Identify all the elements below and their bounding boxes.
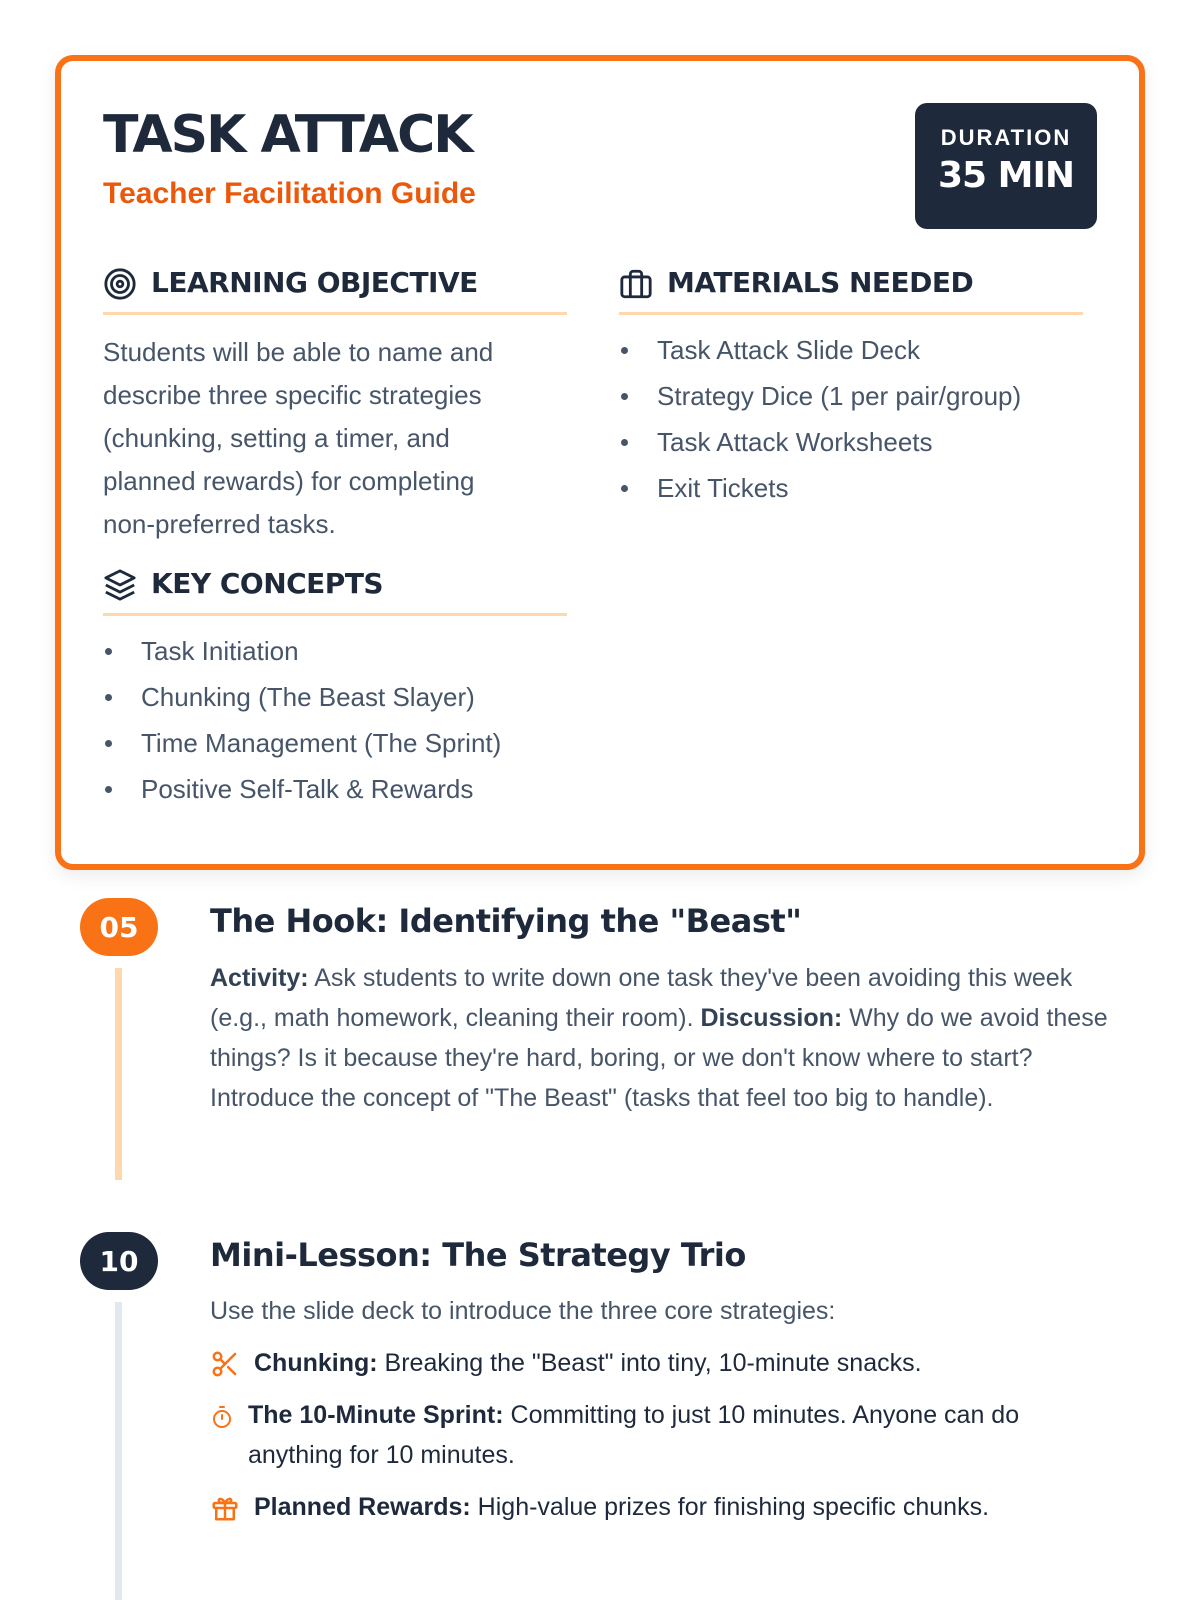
timeline-line: [115, 968, 122, 1180]
strategy-label: Chunking:: [254, 1349, 378, 1377]
step-intro: Use the slide deck to introduce the three core strategies:: [210, 1297, 836, 1325]
list-item: Strategy Dice (1 per pair/group): [619, 373, 1083, 419]
objective-text: Students will be able to name and describe three specific strategies (chunking, setting a timer, and planned rewards) for completing non-preferred tasks.: [103, 337, 494, 539]
layers-icon: [103, 568, 137, 602]
concepts-heading-text: KEY CONCEPTS: [151, 567, 384, 600]
strategy-label: Planned Rewards:: [254, 1493, 471, 1521]
step-time-badge: 10: [80, 1232, 158, 1290]
page-title: TASK ATTACK: [103, 105, 472, 165]
timeline-line: [115, 1302, 122, 1600]
target-icon: [103, 267, 137, 301]
strategy-item: [210, 1487, 1110, 1527]
list-item: Task Attack Worksheets: [619, 419, 1083, 465]
step-title: Mini-Lesson: The Strategy Trio: [210, 1236, 746, 1274]
strategy-text: Breaking the "Beast" into tiny, 10-minute snacks.: [377, 1349, 922, 1377]
list-item: Exit Tickets: [619, 465, 1083, 511]
activity-text: Ask students to write down one task they've been avoiding this week (e.g., math homework, cleaning their room).: [210, 964, 1073, 1032]
list-item: Positive Self-Talk & Rewards: [103, 766, 567, 812]
materials-list: [619, 327, 1083, 511]
scissors-icon: [210, 1349, 240, 1379]
objective-heading-text: LEARNING OBJECTIVE: [151, 266, 478, 299]
duration-label: DURATION: [940, 125, 1072, 150]
list-item: Task Initiation: [103, 628, 567, 674]
list-item: Time Management (The Sprint): [103, 720, 567, 766]
strategy-label: The 10-Minute Sprint:: [248, 1401, 504, 1429]
objective-heading: [103, 265, 567, 315]
stopwatch-icon: [210, 1405, 234, 1429]
duration-value: 35 MIN: [938, 155, 1074, 196]
materials-heading-text: MATERIALS NEEDED: [667, 266, 974, 299]
discussion-label: Discussion:: [700, 1004, 843, 1032]
concepts-heading: [103, 566, 567, 616]
overview-card: [55, 55, 1145, 870]
materials-heading: [619, 265, 1083, 315]
page-subtitle: Teacher Facilitation Guide: [103, 177, 476, 210]
list-item: Task Attack Slide Deck: [619, 327, 1083, 373]
step-description: [210, 958, 1110, 1118]
discussion-text: Why do we avoid these things? Is it because they're hard, boring, or we don't know where to start? Introduce the concept of "The Beast" (tasks that feel too big to handle).: [210, 1004, 1108, 1112]
gift-icon: [210, 1493, 240, 1523]
strategy-text: High-value prizes for finishing specific chunks.: [470, 1493, 990, 1521]
strategy-item: [210, 1343, 1110, 1383]
strategy-text: Committing to just 10 minutes. Anyone can do anything for 10 minutes.: [248, 1401, 1020, 1469]
duration-badge: [915, 103, 1097, 229]
activity-label: Activity:: [210, 964, 309, 992]
briefcase-icon: [619, 267, 653, 301]
concepts-list: [103, 628, 567, 812]
strategy-item: [210, 1395, 1110, 1475]
list-item: Chunking (The Beast Slayer): [103, 674, 567, 720]
step-title: The Hook: Identifying the "Beast": [210, 902, 802, 940]
step-time-badge: 05: [80, 898, 158, 956]
